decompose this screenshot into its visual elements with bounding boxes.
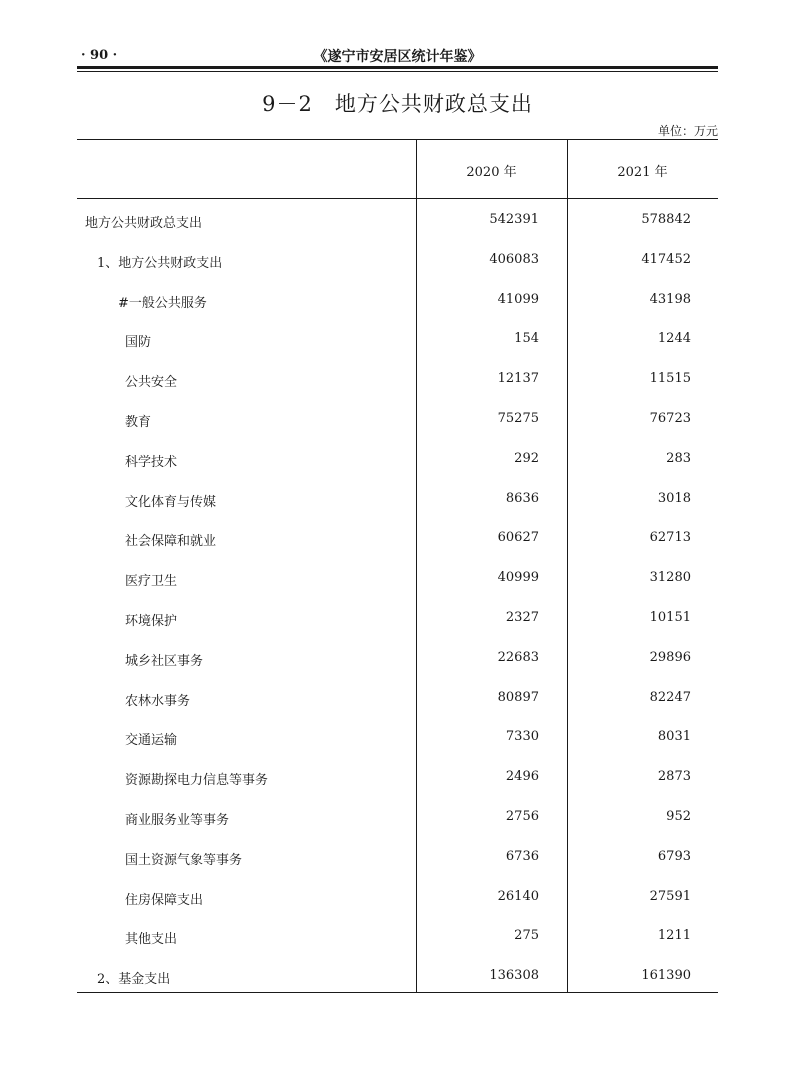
row-label: 地方公共财政总支出 bbox=[85, 216, 203, 231]
table-title bbox=[77, 88, 718, 118]
value-2020: 2756 bbox=[505, 809, 539, 824]
value-2020: 2496 bbox=[505, 769, 539, 785]
value-2021: 161390 bbox=[641, 968, 691, 984]
row-label: 资源勘探电力信息等事务 bbox=[125, 773, 269, 789]
value-2020: 6736 bbox=[505, 848, 539, 864]
row-label: 城乡社区事务 bbox=[125, 653, 204, 669]
value-2020: 8636 bbox=[505, 490, 539, 506]
value-2021: 31280 bbox=[649, 570, 691, 586]
table-row bbox=[77, 769, 718, 809]
unit-label: 单位：万元 bbox=[657, 124, 718, 138]
row-label: 国土资源气象等事务 bbox=[125, 852, 243, 868]
value-2020: 275 bbox=[514, 928, 539, 944]
value-2021: 6793 bbox=[657, 848, 691, 864]
table-row bbox=[77, 371, 718, 411]
row-label: 教育 bbox=[125, 415, 152, 430]
row-label: 医疗卫生 bbox=[125, 574, 178, 590]
value-2021: 578842 bbox=[641, 212, 691, 227]
value-2020: 26140 bbox=[497, 888, 539, 904]
value-2021: 1244 bbox=[657, 331, 691, 347]
row-label: 社会保障和就业 bbox=[125, 534, 217, 550]
table-row bbox=[77, 570, 718, 610]
row-label: #一般公共服务 bbox=[118, 295, 207, 311]
value-2021: 417452 bbox=[641, 251, 691, 267]
table-row bbox=[77, 451, 718, 491]
table-row bbox=[77, 729, 718, 769]
value-2021: 82247 bbox=[649, 689, 691, 705]
table-row bbox=[77, 252, 718, 292]
table-row bbox=[77, 968, 718, 1008]
table-number: 9－2 bbox=[262, 92, 313, 116]
column-header-2020: 2020 年 bbox=[466, 165, 517, 180]
table-header-rule bbox=[77, 198, 718, 199]
table-title-text: 地方公共财政总支出 bbox=[334, 92, 533, 116]
value-2021: 29896 bbox=[649, 649, 691, 665]
value-2021: 43198 bbox=[649, 291, 691, 307]
table-row bbox=[77, 650, 718, 690]
value-2021: 952 bbox=[666, 809, 691, 824]
header-rule-thick bbox=[77, 66, 718, 69]
value-2021: 1211 bbox=[657, 928, 691, 944]
row-label: 科学技术 bbox=[125, 454, 178, 470]
row-label: 交通运输 bbox=[125, 733, 178, 749]
value-2021: 283 bbox=[666, 450, 691, 466]
value-2020: 406083 bbox=[489, 251, 539, 267]
value-2020: 154 bbox=[514, 331, 539, 347]
table-row bbox=[77, 849, 718, 889]
table-row bbox=[77, 889, 718, 929]
table-row bbox=[77, 491, 718, 531]
value-2020: 292 bbox=[514, 450, 539, 466]
table-row bbox=[77, 411, 718, 451]
header-rule-thin bbox=[77, 71, 718, 72]
value-2020: 542391 bbox=[489, 212, 539, 227]
row-label: 1、地方公共财政支出 bbox=[97, 255, 223, 271]
page-header bbox=[77, 46, 718, 66]
value-2020: 12137 bbox=[497, 371, 539, 387]
row-label: 住房保障支出 bbox=[125, 892, 204, 908]
value-2021: 3018 bbox=[657, 490, 691, 506]
value-2021: 62713 bbox=[649, 530, 691, 546]
value-2020: 41099 bbox=[497, 291, 539, 307]
table-row bbox=[77, 610, 718, 650]
table-row bbox=[77, 690, 718, 730]
value-2020: 136308 bbox=[489, 968, 539, 984]
table-row bbox=[77, 331, 718, 371]
row-label: 公共安全 bbox=[125, 375, 178, 391]
table-row bbox=[77, 212, 718, 252]
page-number: · 90 · bbox=[81, 48, 118, 63]
value-2021: 10151 bbox=[649, 610, 691, 625]
row-label: 国防 bbox=[125, 335, 152, 351]
row-label: 环境保护 bbox=[125, 614, 178, 629]
table-row bbox=[77, 292, 718, 332]
data-table bbox=[77, 139, 718, 993]
value-2020: 75275 bbox=[497, 411, 539, 426]
column-header-2021: 2021 年 bbox=[617, 165, 668, 180]
value-2021: 8031 bbox=[657, 729, 691, 745]
value-2020: 2327 bbox=[505, 610, 539, 625]
value-2021: 2873 bbox=[657, 769, 691, 785]
value-2020: 80897 bbox=[497, 689, 539, 705]
table-row bbox=[77, 928, 718, 968]
value-2021: 11515 bbox=[649, 371, 691, 387]
value-2020: 40999 bbox=[497, 570, 539, 586]
book-title: 《遂宁市安居区统计年鉴》 bbox=[313, 49, 482, 65]
table-row bbox=[77, 809, 718, 849]
value-2021: 27591 bbox=[649, 888, 691, 904]
row-label: 其他支出 bbox=[125, 932, 178, 948]
value-2020: 22683 bbox=[497, 649, 539, 665]
value-2021: 76723 bbox=[649, 411, 691, 426]
table-row bbox=[77, 530, 718, 570]
value-2020: 7330 bbox=[505, 729, 539, 745]
table-top-rule bbox=[77, 139, 718, 140]
row-label: 文化体育与传媒 bbox=[125, 494, 217, 510]
value-2020: 60627 bbox=[497, 530, 539, 546]
row-label: 商业服务业等事务 bbox=[125, 813, 230, 828]
row-label: 2、基金支出 bbox=[97, 972, 171, 988]
row-label: 农林水事务 bbox=[125, 693, 191, 709]
